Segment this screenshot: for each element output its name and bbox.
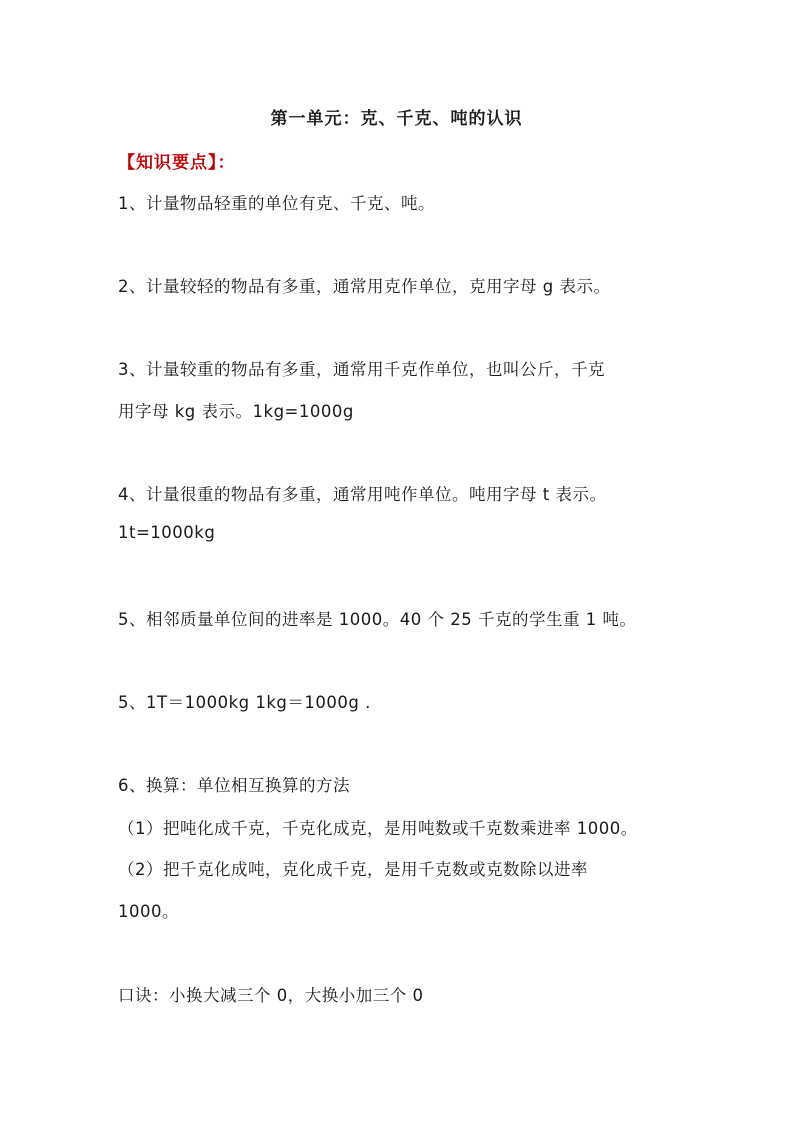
point-3-line-2: 用字母 kg 表示。1kg=1000g bbox=[118, 402, 354, 421]
point-3-line-1: 3、计量较重的物品有多重，通常用千克作单位，也叫公斤，千克 bbox=[118, 360, 605, 379]
point-5: 5、相邻质量单位间的进率是 1000。40 个 25 千克的学生重 1 吨。 bbox=[118, 610, 637, 629]
mnemonic: 口诀：小换大减三个 0，大换小加三个 0 bbox=[118, 986, 424, 1005]
page-title: 第一单元：克、千克、吨的认识 bbox=[270, 109, 523, 129]
point-4-line-1: 4、计量很重的物品有多重，通常用吨作单位。吨用字母 t 表示。 bbox=[118, 485, 607, 504]
point-6-rule-2-line-2: 1000。 bbox=[118, 902, 179, 921]
point-5-conversions: 5、1T＝1000kg 1kg＝1000g . bbox=[118, 693, 371, 712]
point-4-line-2: 1t=1000kg bbox=[118, 523, 216, 542]
point-6-rule-1: （1）把吨化成千克，千克化成克，是用吨数或千克数乘进率 1000。 bbox=[118, 819, 638, 838]
point-1: 1、计量物品轻重的单位有克、千克、吨。 bbox=[118, 194, 435, 213]
point-6-heading: 6、换算：单位相互换算的方法 bbox=[118, 776, 350, 795]
point-2: 2、计量较轻的物品有多重，通常用克作单位，克用字母 g 表示。 bbox=[118, 277, 611, 296]
point-6-rule-2-line-1: （2）把千克化成吨，克化成千克，是用千克数或克数除以进率 bbox=[118, 860, 588, 879]
knowledge-points-heading: 【知识要点】： bbox=[118, 153, 236, 173]
